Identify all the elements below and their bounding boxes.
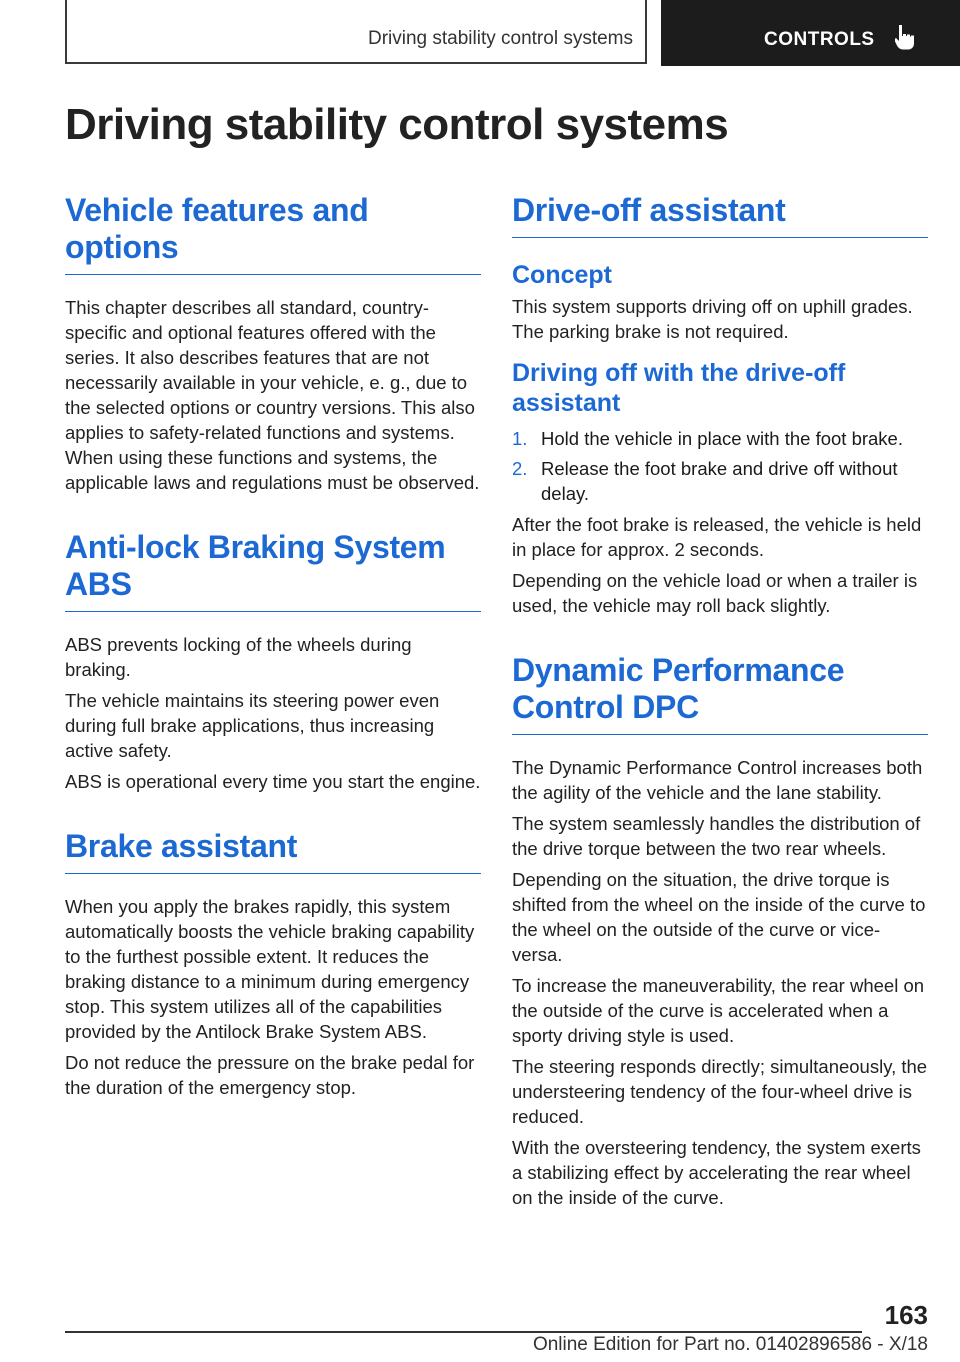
running-header bbox=[65, 0, 647, 64]
paragraph: Depending on the situation, the drive torque is shifted from the wheel on the inside of the curve to the wheel on the outside of the curve or vice-versa. bbox=[512, 869, 926, 965]
header-section-title: Driving stability control systems bbox=[367, 28, 633, 49]
paragraph: Depending on the vehicle load or when a trailer is used, the vehicle may roll back slightly. bbox=[512, 570, 918, 616]
steps-list bbox=[512, 426, 928, 506]
edition-note: Online Edition for Part no. 01402896586 - X/18 bbox=[532, 1334, 928, 1355]
paragraph: The vehicle maintains its steering power even during full brake applications, thus increasing active safety. bbox=[65, 690, 440, 761]
footer-divider bbox=[65, 1331, 862, 1333]
paragraph: This chapter describes all standard, country-specific and optional features offered with the series. It also describes features that are not necessarily available in your vehicle, e. g., due to the selected options or country versions. This also applies to safety-related functions and systems. When using these functions and systems, the applicable laws and regulations must be observed. bbox=[65, 297, 480, 493]
right-column bbox=[512, 192, 928, 1210]
left-column bbox=[65, 192, 481, 1100]
paragraph: With the oversteering tendency, the system exerts a stabilizing effect by accelerating the rear wheel on the inside of the curve. bbox=[512, 1137, 921, 1208]
paragraph: The Dynamic Performance Control increases both the agility of the vehicle and the lane stability. bbox=[512, 757, 923, 803]
section-heading-dpc: Dynamic Performance Control DPC bbox=[512, 652, 928, 735]
paragraph: When you apply the brakes rapidly, this system automatically boosts the vehicle braking capability to the furthest possible extent. It reduces the braking distance to a minimum during emergency stop. This system utilizes all of the capabilities provided by the Antilock Brake System ABS. bbox=[65, 896, 475, 1042]
page-title: Driving stability control systems bbox=[65, 100, 729, 149]
paragraph: ABS prevents locking of the wheels during braking. bbox=[65, 634, 412, 680]
step-text: Release the foot brake and drive off without delay. bbox=[541, 458, 898, 504]
list-item bbox=[512, 456, 928, 506]
subheading-driving-off: Driving off with the drive-off assistant bbox=[512, 359, 846, 417]
chapter-tab bbox=[661, 0, 960, 66]
pointing-hand-icon bbox=[895, 24, 917, 50]
section-heading-abs: Anti-lock Braking System ABS bbox=[65, 529, 481, 612]
subheading-concept: Concept bbox=[512, 261, 612, 289]
page-number: 163 bbox=[884, 1300, 928, 1330]
paragraph: The steering responds directly; simultaneously, the understeering tendency of the four-wheel drive is reduced. bbox=[512, 1056, 928, 1127]
paragraph: ABS is operational every time you start the engine. bbox=[65, 771, 481, 792]
list-item bbox=[512, 426, 928, 451]
step-text: Hold the vehicle in place with the foot brake. bbox=[541, 428, 903, 449]
paragraph: Do not reduce the pressure on the brake pedal for the duration of the emergency stop. bbox=[65, 1052, 475, 1098]
paragraph: To increase the maneuverability, the rear wheel on the outside of the curve is accelerated when a sporty driving style is used. bbox=[512, 975, 925, 1046]
step-number: 2. bbox=[512, 458, 528, 479]
paragraph: The system seamlessly handles the distribution of the drive torque between the two rear wheels. bbox=[512, 813, 921, 859]
section-heading-vehicle-features: Vehicle features and options bbox=[65, 192, 481, 275]
paragraph: This system supports driving off on uphill grades. The parking brake is not required. bbox=[512, 296, 913, 342]
step-number: 1. bbox=[512, 428, 528, 449]
section-heading-brake-assistant: Brake assistant bbox=[65, 828, 481, 874]
chapter-label: CONTROLS bbox=[764, 29, 875, 50]
paragraph: After the foot brake is released, the vehicle is held in place for approx. 2 seconds. bbox=[512, 514, 922, 560]
section-heading-drive-off-assistant: Drive-off assistant bbox=[512, 192, 928, 238]
